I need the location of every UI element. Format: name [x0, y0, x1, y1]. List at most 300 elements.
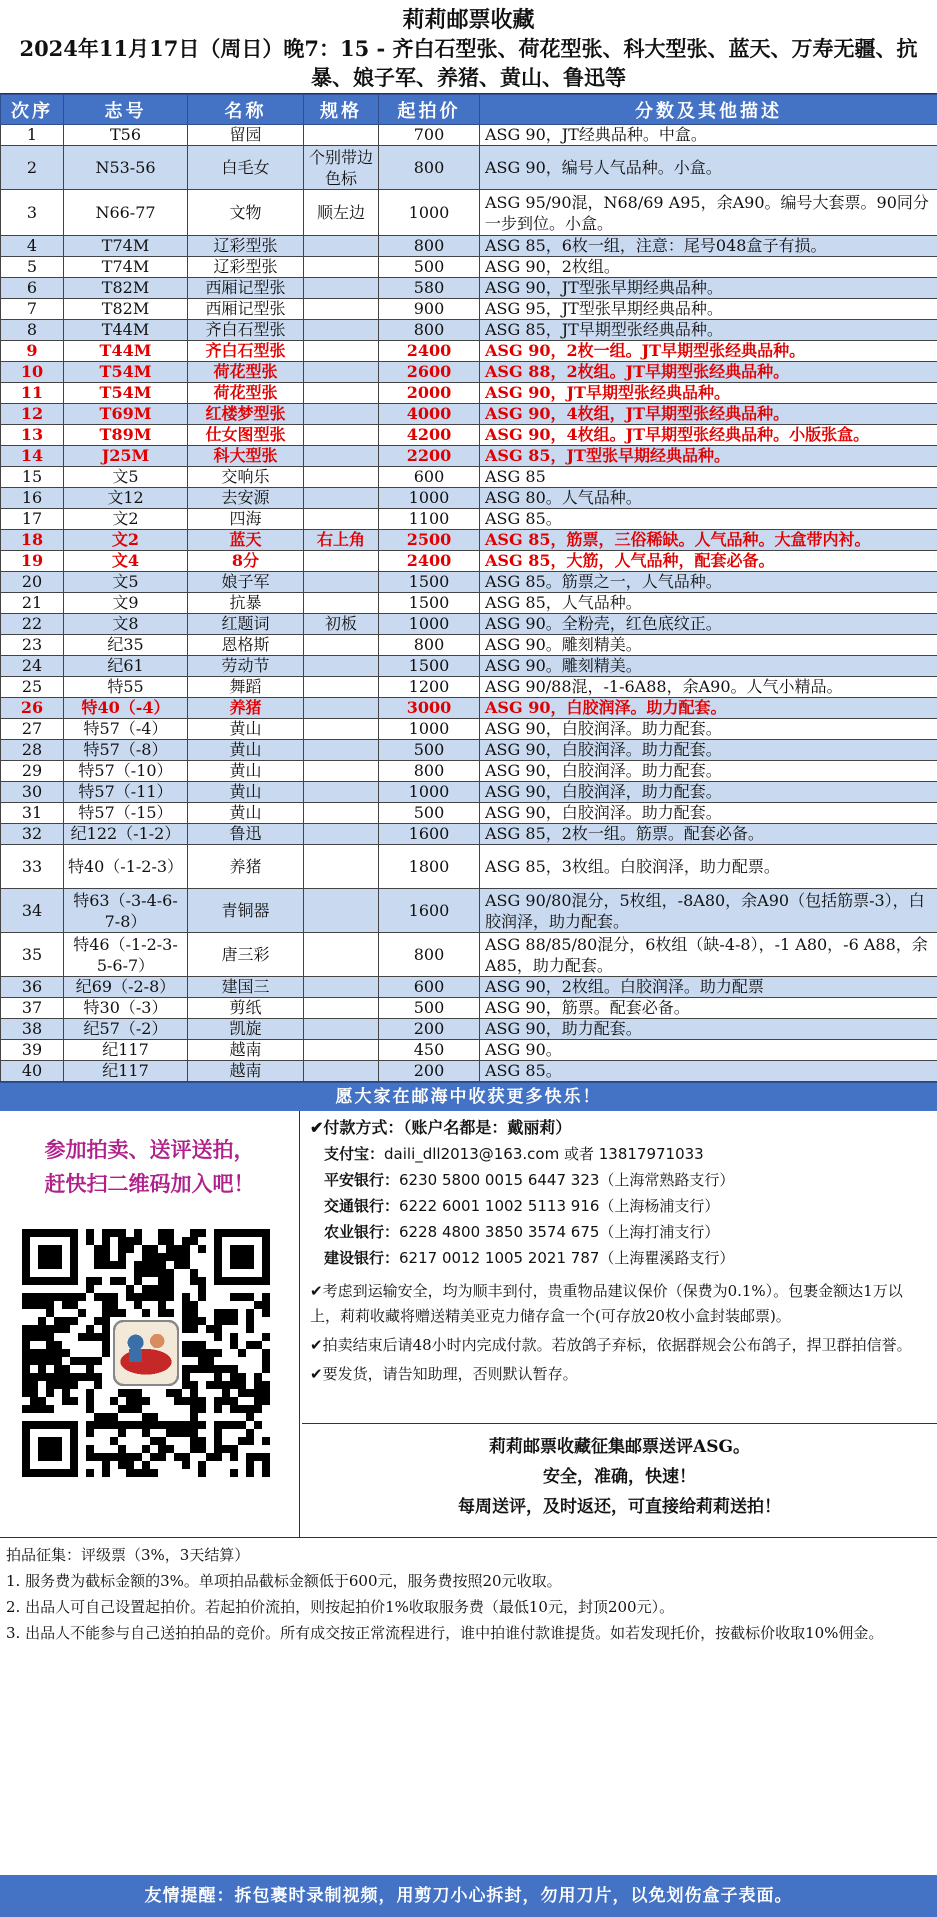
lot-description: ASG 95，JT型张早期经典品种。: [480, 299, 937, 320]
lot-description: ASG 90。全粉壳，红色底纹正。: [480, 614, 937, 635]
auction-date-line-cont: 暴、娘子军、养猪、黄山、鲁迅等: [311, 65, 626, 90]
table-row: [1, 190, 937, 236]
lot-code: N66-77: [64, 190, 188, 236]
lot-start-price: 800: [379, 236, 480, 257]
lot-number: 27: [1, 719, 64, 740]
lot-name: 辽彩型张: [188, 257, 304, 278]
rule-1: 1. 服务费为截标金额的3%。单项拍品截标金额低于600元，服务费按照20元收取。: [6, 1572, 562, 1590]
lot-spec: [304, 236, 379, 257]
lot-description: ASG 90，2枚组。: [480, 257, 937, 278]
lot-spec: [304, 362, 379, 383]
lot-code: 纪35: [64, 635, 188, 656]
col-header-code: 志号: [64, 95, 188, 125]
lot-number: 7: [1, 299, 64, 320]
lot-name: 蓝天: [188, 530, 304, 551]
lot-name: 荷花型张: [188, 362, 304, 383]
lot-code: T69M: [64, 404, 188, 425]
lot-number: 36: [1, 977, 64, 998]
lot-spec: 初板: [304, 614, 379, 635]
lot-number: 20: [1, 572, 64, 593]
lot-number: 32: [1, 824, 64, 845]
lot-description: ASG 90，白胶润泽，助力配套。: [480, 782, 937, 803]
table-row: [1, 593, 937, 614]
table-row: [1, 278, 937, 299]
lot-code: 特63（-3-4-6-7-8）: [64, 889, 188, 933]
note-shipping: ✔考虑到运输安全，均为顺丰到付，贵重物品建议保价（保费为0.1%）。包裹金额达1万以上，莉莉收藏将赠送精美亚克力储存盒一个(可存放20枚小盒封装邮票)。: [310, 1282, 903, 1325]
consignment-rules: [0, 1538, 937, 1703]
lot-start-price: 800: [379, 320, 480, 341]
lot-spec: [304, 572, 379, 593]
lot-spec: [304, 698, 379, 719]
lot-start-price: 1000: [379, 614, 480, 635]
lot-description: ASG 90，编号人气品种。小盒。: [480, 146, 937, 190]
lot-code: 特57（-10）: [64, 761, 188, 782]
lot-code: 纪122（-1-2）: [64, 824, 188, 845]
lot-description: ASG 85，大筋，人气品种，配套必备。: [480, 551, 937, 572]
lot-spec: [304, 824, 379, 845]
table-row: [1, 656, 937, 677]
lot-code: J25M: [64, 446, 188, 467]
lot-start-price: 4000: [379, 404, 480, 425]
table-row: [1, 320, 937, 341]
payment-method-label: 平安银行：: [324, 1171, 400, 1189]
lot-code: 文4: [64, 551, 188, 572]
lot-name: 恩格斯: [188, 635, 304, 656]
lot-number: 5: [1, 257, 64, 278]
lot-description: ASG 85，JT型张早期经典品种。: [480, 446, 937, 467]
lot-name: 齐白石型张: [188, 320, 304, 341]
lot-start-price: 1500: [379, 572, 480, 593]
lot-start-price: 800: [379, 761, 480, 782]
rules-title: 拍品征集：评级票（3%，3天结算）: [6, 1546, 250, 1564]
lot-start-price: 500: [379, 803, 480, 824]
col-header-name: 名称: [188, 95, 304, 125]
lot-name: 西厢记型张: [188, 278, 304, 299]
lot-start-price: 1000: [379, 719, 480, 740]
shipping-notes: [310, 1279, 929, 1387]
lot-number: 17: [1, 509, 64, 530]
table-row: [1, 488, 937, 509]
lot-description: ASG 85，2枚一组。筋票。配套必备。: [480, 824, 937, 845]
lot-spec: 顺左边: [304, 190, 379, 236]
lot-code: 文9: [64, 593, 188, 614]
lot-number: 1: [1, 125, 64, 146]
col-header-spec: 规格: [304, 95, 379, 125]
lot-spec: [304, 998, 379, 1019]
table-row: [1, 998, 937, 1019]
lot-number: 40: [1, 1061, 64, 1082]
lot-description: ASG 90，4枚组，JT早期型张经典品种。: [480, 404, 937, 425]
lot-start-price: 2600: [379, 362, 480, 383]
lot-name: 青铜器: [188, 889, 304, 933]
lot-start-price: 1000: [379, 190, 480, 236]
payment-method-label: 建设银行：: [324, 1249, 400, 1267]
lot-number: 22: [1, 614, 64, 635]
lot-start-price: 1100: [379, 509, 480, 530]
slogan-line-3: 每周送评，及时返还，可直接给莉莉送拍！: [458, 1497, 781, 1517]
lot-description: ASG 90，2枚组。白胶润泽。助力配票: [480, 977, 937, 998]
rule-3: 3. 出品人不能参与自己送拍拍品的竞价。所有成交按正常流程进行，谁中拍谁付款谁提货。如若发现托价，按截标价收取10%佣金。: [6, 1624, 884, 1642]
lot-name: 舞蹈: [188, 677, 304, 698]
lot-description: ASG 90。雕刻精美。: [480, 635, 937, 656]
lot-number: 19: [1, 551, 64, 572]
lot-spec: [304, 320, 379, 341]
table-row: [1, 1019, 937, 1040]
payment-method-label: 农业银行：: [324, 1223, 400, 1241]
lot-spec: 个别带边色标: [304, 146, 379, 190]
lot-number: 11: [1, 383, 64, 404]
payment-method-label: 支付宝：: [324, 1145, 385, 1163]
lot-name: 抗暴: [188, 593, 304, 614]
table-header-row: [1, 95, 937, 125]
payment-account-number: 6228 4800 3850 3574 675（上海打浦支行）: [399, 1223, 720, 1241]
table-row: [1, 635, 937, 656]
lot-code: T54M: [64, 362, 188, 383]
lot-start-price: 600: [379, 467, 480, 488]
lot-start-price: 1200: [379, 677, 480, 698]
lot-spec: [304, 425, 379, 446]
lot-name: 剪纸: [188, 998, 304, 1019]
lot-name: 红题词: [188, 614, 304, 635]
lot-number: 21: [1, 593, 64, 614]
lot-start-price: 900: [379, 299, 480, 320]
table-row: [1, 467, 937, 488]
lot-name: 凯旋: [188, 1019, 304, 1040]
lot-number: 16: [1, 488, 64, 509]
lot-start-price: 600: [379, 977, 480, 998]
lots-table: [0, 94, 937, 1082]
lot-description: ASG 90/88混，-1-6A88，余A90。人气小精品。: [480, 677, 937, 698]
lot-number: 9: [1, 341, 64, 362]
lot-spec: 右上角: [304, 530, 379, 551]
lot-start-price: 3000: [379, 698, 480, 719]
table-row: [1, 341, 937, 362]
lot-name: 西厢记型张: [188, 299, 304, 320]
lot-start-price: 1800: [379, 845, 480, 889]
lot-name: 四海: [188, 509, 304, 530]
lot-start-price: 200: [379, 1061, 480, 1082]
lot-description: ASG 90，JT型张早期经典品种。: [480, 278, 937, 299]
lot-spec: [304, 446, 379, 467]
payment-account-row: [310, 1219, 929, 1245]
promo-text: [0, 1111, 299, 1201]
lot-name: 鲁迅: [188, 824, 304, 845]
lot-description: ASG 80。人气品种。: [480, 488, 937, 509]
payment-account-number: 6222 6001 1002 5113 916（上海杨浦支行）: [399, 1197, 720, 1215]
footer-reminder: 友情提醒：拆包裹时录制视频，用剪刀小心拆封，勿用刀片，以免划伤盒子表面。: [0, 1875, 937, 1917]
lot-code: 文2: [64, 509, 188, 530]
lot-description: ASG 95/90混，N68/69 A95，余A90。编号大套票。90同分一步到位。小盒。: [480, 190, 937, 236]
lot-description: ASG 85，JT早期型张经典品种。: [480, 320, 937, 341]
lot-spec: [304, 1019, 379, 1040]
lot-description: ASG 85。: [480, 1061, 937, 1082]
lot-spec: [304, 341, 379, 362]
lot-description: ASG 88/85/80混分，6枚组（缺-4-8），-1 A80，-6 A88，余A85，助力配套。: [480, 933, 937, 977]
lot-description: ASG 85。: [480, 509, 937, 530]
lot-description: ASG 90。雕刻精美。: [480, 656, 937, 677]
lot-start-price: 800: [379, 933, 480, 977]
lot-description: ASG 90，筋票。配套必备。: [480, 998, 937, 1019]
lot-code: 特40（-1-2-3）: [64, 845, 188, 889]
lot-description: ASG 90，JT早期型张经典品种。: [480, 383, 937, 404]
lot-name: 黄山: [188, 761, 304, 782]
lot-code: N53-56: [64, 146, 188, 190]
lot-code: 纪117: [64, 1040, 188, 1061]
lot-description: ASG 90。: [480, 1040, 937, 1061]
lot-code: T89M: [64, 425, 188, 446]
lot-code: T44M: [64, 341, 188, 362]
lot-name: 白毛女: [188, 146, 304, 190]
lot-start-price: 700: [379, 125, 480, 146]
lot-code: 特46（-1-2-3-5-6-7）: [64, 933, 188, 977]
lot-number: 12: [1, 404, 64, 425]
lot-code: T82M: [64, 278, 188, 299]
lot-number: 6: [1, 278, 64, 299]
table-row: [1, 1040, 937, 1061]
payment-panel: [302, 1111, 937, 1538]
table-row: [1, 572, 937, 593]
lot-spec: [304, 551, 379, 572]
table-row: [1, 404, 937, 425]
lot-code: 特57（-15）: [64, 803, 188, 824]
lot-number: 28: [1, 740, 64, 761]
lot-code: 文8: [64, 614, 188, 635]
promo-panel: [0, 1111, 300, 1538]
lot-name: 娘子军: [188, 572, 304, 593]
lot-description: ASG 90，白胶润泽。助力配套。: [480, 803, 937, 824]
lot-description: ASG 90/80混分，5枚组，-8A80，余A90（包括筋票-3），白胶润泽，助力配套。: [480, 889, 937, 933]
lot-spec: [304, 125, 379, 146]
promo-line-2: 赶快扫二维码加入吧！: [44, 1171, 255, 1196]
lot-start-price: 2400: [379, 341, 480, 362]
lot-start-price: 1500: [379, 593, 480, 614]
lot-name: 荷花型张: [188, 383, 304, 404]
lot-spec: [304, 740, 379, 761]
col-header-price: 起拍价: [379, 95, 480, 125]
promo-line-1: 参加拍卖、送评送拍，: [44, 1137, 255, 1162]
lot-code: 纪61: [64, 656, 188, 677]
lot-start-price: 500: [379, 740, 480, 761]
lot-spec: [304, 257, 379, 278]
lot-code: 文5: [64, 572, 188, 593]
lot-description: ASG 90，白胶润泽。助力配套。: [480, 698, 937, 719]
lot-description: ASG 85: [480, 467, 937, 488]
lot-start-price: 1600: [379, 889, 480, 933]
lot-code: 特57（-11）: [64, 782, 188, 803]
lot-spec: [304, 677, 379, 698]
lot-code: 特57（-4）: [64, 719, 188, 740]
lot-name: 黄山: [188, 803, 304, 824]
lot-name: 黄山: [188, 719, 304, 740]
lot-code: T74M: [64, 236, 188, 257]
lot-name: 劳动节: [188, 656, 304, 677]
lot-spec: [304, 593, 379, 614]
lot-number: 3: [1, 190, 64, 236]
table-row: [1, 719, 937, 740]
lot-code: 文5: [64, 467, 188, 488]
lot-description: ASG 85，人气品种。: [480, 593, 937, 614]
lot-number: 25: [1, 677, 64, 698]
lot-start-price: 500: [379, 998, 480, 1019]
lot-description: ASG 90，4枚组。JT早期型张经典品种。小版张盒。: [480, 425, 937, 446]
lot-number: 29: [1, 761, 64, 782]
note-payment-deadline: ✔拍卖结束后请48小时内完成付款。若放鸽子弃标，依据群规会公布鸽子，捍卫群拍信誉。: [310, 1336, 912, 1354]
lot-spec: [304, 761, 379, 782]
lot-description: ASG 90，白胶润泽。助力配套。: [480, 740, 937, 761]
lot-spec: [304, 845, 379, 889]
payment-account-number: 6217 0012 1005 2021 787（上海瞿溪路支行）: [399, 1249, 735, 1267]
lot-name: 去安源: [188, 488, 304, 509]
lot-start-price: 200: [379, 1019, 480, 1040]
slogan-line-1: 莉莉邮票收藏征集邮票送评ASG。: [489, 1437, 750, 1457]
table-row: [1, 782, 937, 803]
table-row: [1, 677, 937, 698]
lot-spec: [304, 1040, 379, 1061]
lot-spec: [304, 803, 379, 824]
lot-number: 24: [1, 656, 64, 677]
payment-account-row: [310, 1193, 929, 1219]
lot-description: ASG 90，助力配套。: [480, 1019, 937, 1040]
lot-spec: [304, 635, 379, 656]
info-section: [0, 1111, 937, 1538]
table-row: [1, 146, 937, 190]
lot-spec: [304, 656, 379, 677]
lot-name: 越南: [188, 1061, 304, 1082]
lot-description: ASG 90，JT经典品种。中盒。: [480, 125, 937, 146]
lot-start-price: 1000: [379, 782, 480, 803]
table-row: [1, 257, 937, 278]
payment-account-row: [310, 1167, 929, 1193]
lot-number: 14: [1, 446, 64, 467]
lot-code: 纪117: [64, 1061, 188, 1082]
lot-name: 红楼梦型张: [188, 404, 304, 425]
payment-title: ✔付款方式：（账户名都是：戴丽莉）: [310, 1118, 572, 1137]
lot-code: 文12: [64, 488, 188, 509]
lot-code: T82M: [64, 299, 188, 320]
lot-name: 辽彩型张: [188, 236, 304, 257]
col-header-order: 次序: [1, 95, 64, 125]
qr-code-icon[interactable]: [14, 1221, 278, 1485]
lot-number: 13: [1, 425, 64, 446]
lot-number: 23: [1, 635, 64, 656]
table-row: [1, 824, 937, 845]
lot-number: 37: [1, 998, 64, 1019]
lot-number: 38: [1, 1019, 64, 1040]
lot-code: 文2: [64, 530, 188, 551]
lot-number: 33: [1, 845, 64, 889]
lot-spec: [304, 782, 379, 803]
lot-start-price: 2400: [379, 551, 480, 572]
col-header-desc: 分数及其他描述: [480, 95, 937, 125]
lot-number: 4: [1, 236, 64, 257]
lot-name: 建国三: [188, 977, 304, 998]
lot-start-price: 2500: [379, 530, 480, 551]
sheet-header: [0, 0, 937, 94]
lot-description: ASG 88，2枚组。JT早期型张经典品种。: [480, 362, 937, 383]
auction-date-line: 2024年11月17日（周日）晚7：15 - 齐白石型张、荷花型张、科大型张、蓝天、万寿无疆、抗: [19, 36, 918, 61]
lot-name: 交响乐: [188, 467, 304, 488]
table-row: [1, 383, 937, 404]
lot-number: 15: [1, 467, 64, 488]
lot-code: 特57（-8）: [64, 740, 188, 761]
table-row: [1, 362, 937, 383]
table-row: [1, 509, 937, 530]
lot-spec: [304, 933, 379, 977]
lot-start-price: 800: [379, 635, 480, 656]
table-row: [1, 977, 937, 998]
lot-code: T74M: [64, 257, 188, 278]
lot-start-price: 2000: [379, 383, 480, 404]
lot-description: ASG 90，白胶润泽。助力配套。: [480, 761, 937, 782]
lot-description: ASG 85，3枚组。白胶润泽，助力配票。: [480, 845, 937, 889]
lot-spec: [304, 1061, 379, 1082]
lot-code: T44M: [64, 320, 188, 341]
lot-number: 18: [1, 530, 64, 551]
table-row: [1, 933, 937, 977]
lot-description: ASG 90，2枚一组。JT早期型张经典品种。: [480, 341, 937, 362]
lot-code: 特40（-4）: [64, 698, 188, 719]
table-row: [1, 845, 937, 889]
lot-number: 34: [1, 889, 64, 933]
table-row: [1, 740, 937, 761]
lot-name: 唐三彩: [188, 933, 304, 977]
lot-spec: [304, 278, 379, 299]
lot-code: 特55: [64, 677, 188, 698]
lot-spec: [304, 299, 379, 320]
lot-start-price: 450: [379, 1040, 480, 1061]
lot-spec: [304, 467, 379, 488]
table-row: [1, 425, 937, 446]
payment-account-number: 6230 5800 0015 6447 323（上海常熟路支行）: [399, 1171, 735, 1189]
lot-code: T56: [64, 125, 188, 146]
lot-description: ASG 85，筋票，三俗稀缺。人气品种。大盒带内衬。: [480, 530, 937, 551]
lot-name: 留园: [188, 125, 304, 146]
table-row: [1, 614, 937, 635]
lot-spec: [304, 383, 379, 404]
lot-start-price: 580: [379, 278, 480, 299]
lot-spec: [304, 889, 379, 933]
lot-number: 31: [1, 803, 64, 824]
note-delivery: ✔要发货，请告知助理，否则默认暂存。: [310, 1365, 578, 1383]
lot-name: 养猪: [188, 845, 304, 889]
lot-start-price: 1000: [379, 488, 480, 509]
table-row: [1, 446, 937, 467]
wish-banner: 愿大家在邮海中收获更多快乐！: [0, 1082, 937, 1111]
lot-description: ASG 85，6枚一组，注意：尾号048盒子有损。: [480, 236, 937, 257]
lot-name: 科大型张: [188, 446, 304, 467]
lot-description: ASG 85。筋票之一，人气品种。: [480, 572, 937, 593]
payment-account-row: [310, 1245, 929, 1271]
lot-name: 仕女图型张: [188, 425, 304, 446]
lot-spec: [304, 977, 379, 998]
table-row: [1, 125, 937, 146]
lot-number: 26: [1, 698, 64, 719]
grading-slogan: [302, 1423, 937, 1538]
lot-name: 文物: [188, 190, 304, 236]
payment-accounts: [310, 1141, 929, 1271]
lot-start-price: 4200: [379, 425, 480, 446]
shop-title: 莉莉邮票收藏: [402, 7, 535, 33]
rule-2: 2. 出品人可自己设置起拍价。若起拍价流拍，则按起拍价1%收取服务费（最低10元，封顶200元）。: [6, 1598, 675, 1616]
lot-code: 特30（-3）: [64, 998, 188, 1019]
lot-number: 10: [1, 362, 64, 383]
table-row: [1, 889, 937, 933]
lot-name: 齐白石型张: [188, 341, 304, 362]
slogan-line-2: 安全，准确，快速！: [543, 1467, 696, 1487]
lot-number: 39: [1, 1040, 64, 1061]
lot-start-price: 500: [379, 257, 480, 278]
payment-account-row: [310, 1141, 929, 1167]
